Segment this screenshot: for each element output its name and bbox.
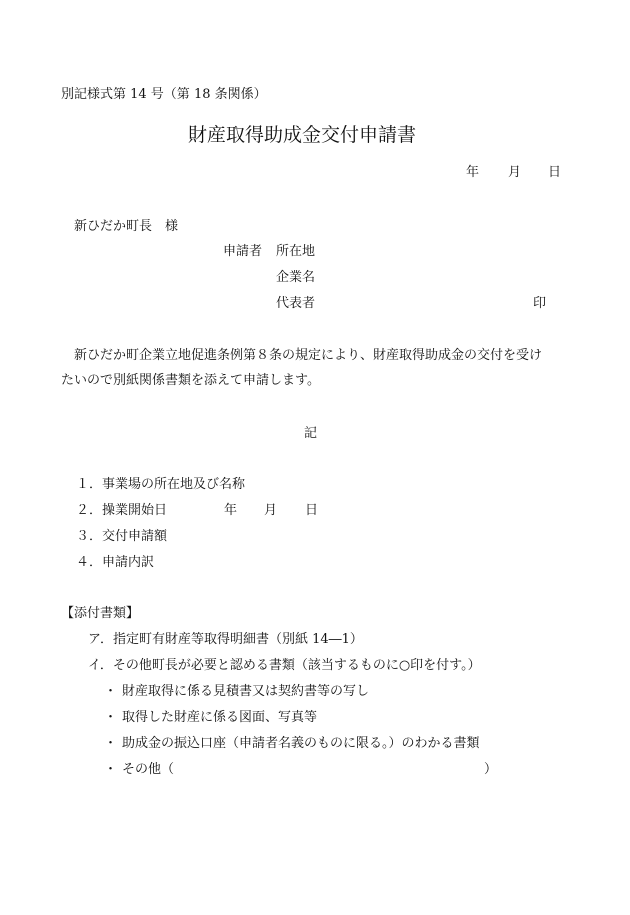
item-4: ４．申請内訳 — [76, 555, 155, 570]
bullet-icon: ・ — [104, 710, 118, 725]
applicant-representative-label: 代表者 — [276, 296, 316, 311]
applicant-address-label: 所在地 — [276, 244, 316, 259]
attachment-i: イ．その他町長が必要と認める書類（該当するものに○印を付す。） — [88, 658, 481, 673]
ki-heading: 記 — [304, 426, 318, 441]
form-reference: 別記様式第 14 号（第 18 条関係） — [61, 87, 267, 102]
attachment-a: ア．指定町有財産等取得明細書（別紙 14―1） — [88, 632, 363, 647]
item-3: ３．交付申請額 — [76, 529, 168, 544]
addressee: 新ひだか町長 様 — [74, 219, 179, 234]
seal-mark: 印 — [533, 296, 547, 311]
item-1: １．事業場の所在地及び名称 — [76, 477, 246, 492]
item-2-month: 月 — [264, 503, 278, 518]
applicant-company-label: 企業名 — [276, 270, 316, 285]
bullet-icon: ・ — [104, 762, 118, 777]
attachment-sub-2: 取得した財産に係る図面、写真等 — [122, 710, 318, 725]
item-2: ２．操業開始日 — [76, 503, 168, 518]
bullet-icon: ・ — [104, 684, 118, 699]
document-title: 財産取得助成金交付申請書 — [188, 124, 417, 146]
date-day-label: 日 — [548, 165, 562, 180]
applicant-label: 申請者 — [223, 244, 263, 259]
attachments-heading: 【添付書類】 — [61, 606, 140, 621]
bullet-icon: ・ — [104, 736, 118, 751]
item-2-day: 日 — [305, 503, 319, 518]
item-2-year: 年 — [224, 503, 238, 518]
body-text-line-2: たいので別紙関係書類を添えて申請します。 — [61, 373, 320, 388]
date-year-label: 年 — [466, 165, 480, 180]
body-text-line-1: 新ひだか町企業立地促進条例第８条の規定により、財産取得助成金の交付を受け — [74, 348, 543, 363]
attachment-sub-3: 助成金の振込口座（申請者名義のものに限る。）のわかる書類 — [122, 736, 480, 751]
date-month-label: 月 — [508, 165, 522, 180]
attachment-sub-4: その他（ — [122, 762, 175, 777]
attachment-sub-4-close: ） — [484, 762, 498, 777]
attachment-sub-1: 財産取得に係る見積書又は契約書等の写し — [122, 684, 370, 699]
